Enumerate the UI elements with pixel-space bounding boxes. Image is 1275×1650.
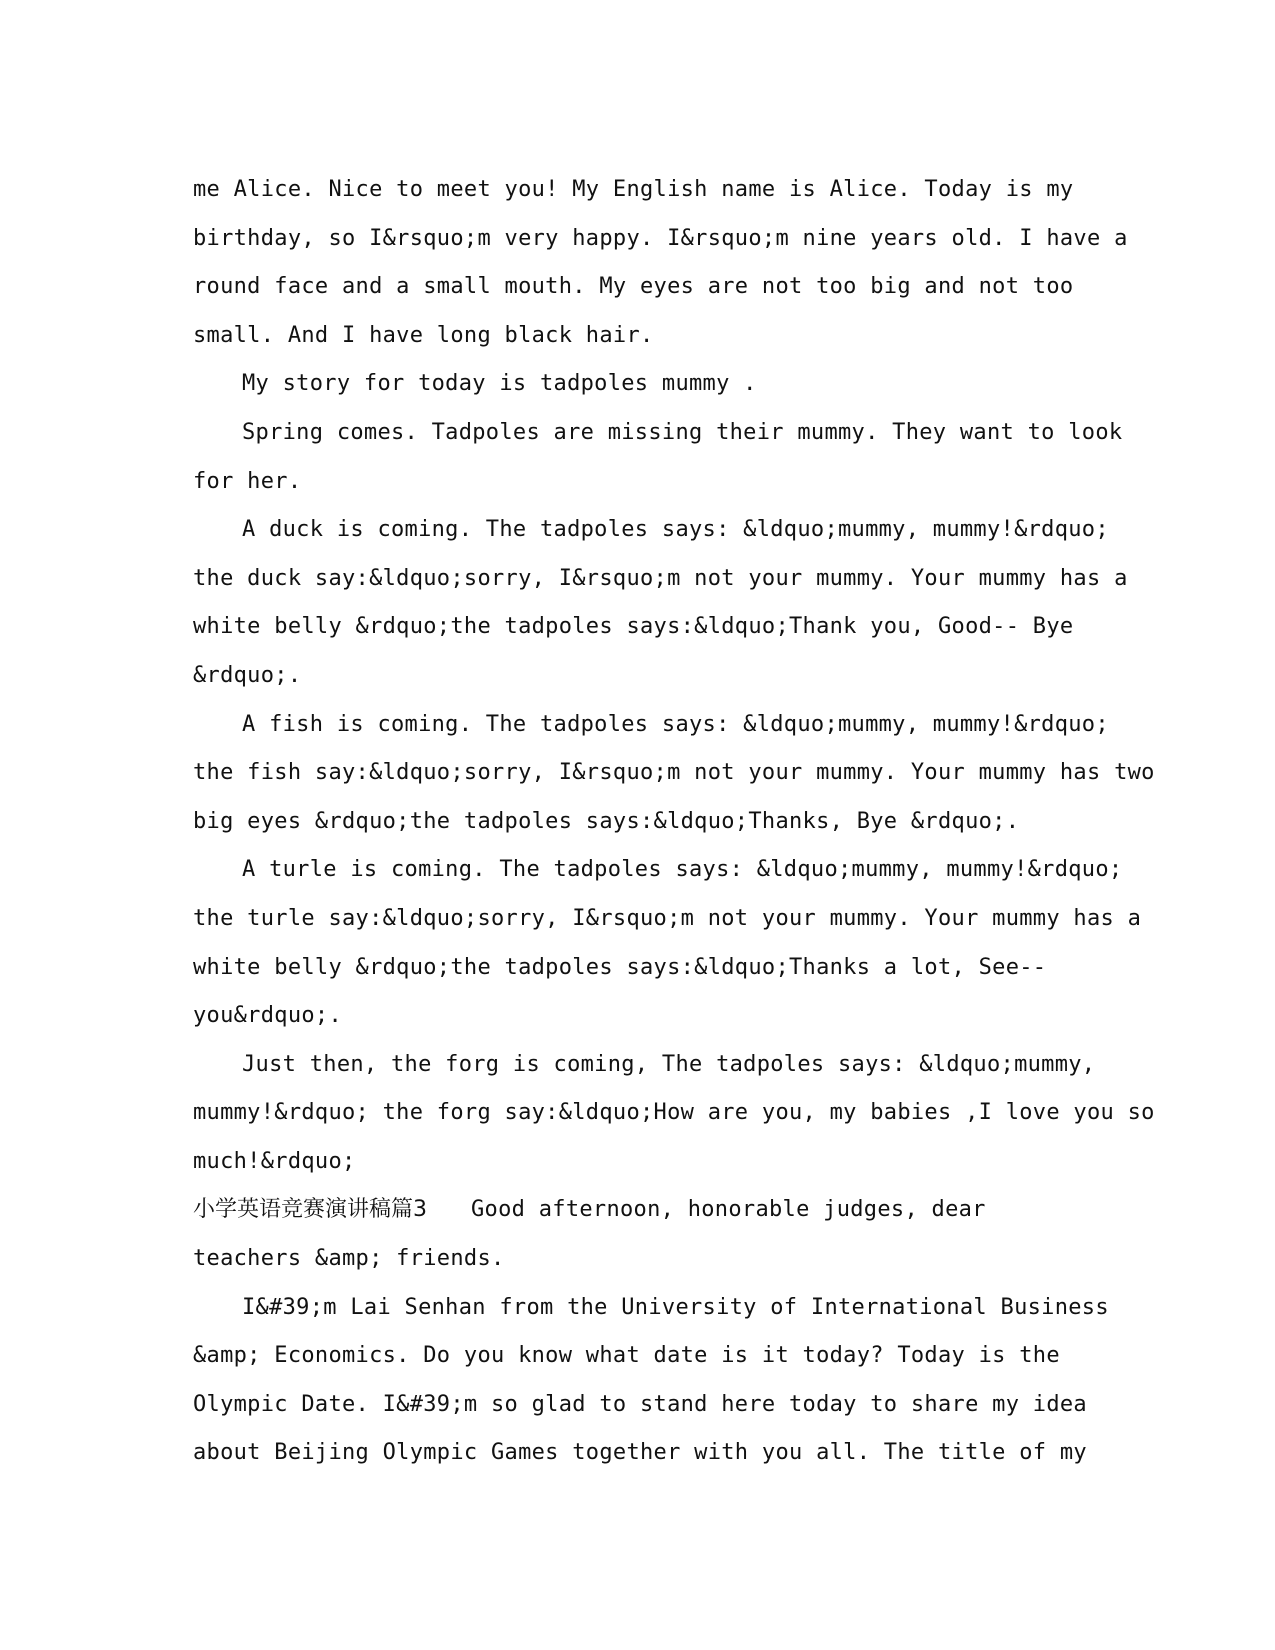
text-line: &amp; Economics. Do you know what date is it today? Today is the bbox=[193, 1343, 1060, 1369]
document-body bbox=[193, 166, 1155, 1478]
text-line: white belly &rdquo;the tadpoles says:&ldquo;Thanks a lot, See-- bbox=[193, 954, 1047, 980]
section-opening-text: Good afternoon, honorable judges, dear bbox=[471, 1197, 986, 1223]
text-line: teachers &amp; friends. bbox=[193, 1246, 505, 1272]
text-line: A fish is coming. The tadpoles says: &ldquo;mummy, mummy!&rdquo; bbox=[242, 711, 1109, 737]
text-line: A duck is coming. The tadpoles says: &ldquo;mummy, mummy!&rdquo; bbox=[242, 517, 1109, 543]
text-line: I&#39;m Lai Senhan from the University of International Business bbox=[242, 1294, 1109, 1320]
section-heading-line bbox=[193, 1186, 1093, 1235]
text-line: you&rdquo;. bbox=[193, 1003, 342, 1029]
text-line: birthday, so I&rsquo;m very happy. I&rsquo;m nine years old. I have a bbox=[193, 225, 1128, 251]
text-line: me Alice. Nice to meet you! My English name is Alice. Today is my bbox=[193, 177, 1074, 202]
text-line: small. And I have long black hair. bbox=[193, 322, 654, 348]
text-line: round face and a small mouth. My eyes are not too big and not too bbox=[193, 274, 1074, 300]
text-line: Olympic Date. I&#39;m so glad to stand here today to share my idea bbox=[193, 1391, 1087, 1417]
text-line: &rdquo;. bbox=[193, 662, 302, 688]
text-line: about Beijing Olympic Games together with you all. The title of my bbox=[193, 1440, 1087, 1466]
text-line: mummy!&rdquo; the forg say:&ldquo;How are you, my babies ,I love you so bbox=[193, 1100, 1155, 1126]
text-line: much!&rdquo; bbox=[193, 1148, 356, 1174]
text-line: Spring comes. Tadpoles are missing their mummy. They want to look bbox=[242, 419, 1123, 445]
text-line: the turle say:&ldquo;sorry, I&rsquo;m not your mummy. Your mummy has a bbox=[193, 905, 1142, 931]
text-line: big eyes &rdquo;the tadpoles says:&ldquo;Thanks, Bye &rdquo;. bbox=[193, 808, 1020, 834]
text-line: the fish say:&ldquo;sorry, I&rsquo;m not your mummy. Your mummy has two bbox=[193, 760, 1155, 786]
text-line: My story for today is tadpoles mummy . bbox=[242, 371, 757, 397]
section-title: 小学英语竞赛演讲稿篇3 bbox=[193, 1197, 427, 1223]
text-line: the duck say:&ldquo;sorry, I&rsquo;m not your mummy. Your mummy has a bbox=[193, 565, 1128, 591]
text-line: for her. bbox=[193, 468, 302, 494]
text-line: Just then, the forg is coming, The tadpoles says: &ldquo;mummy, bbox=[242, 1051, 1096, 1077]
text-line: A turle is coming. The tadpoles says: &ldquo;mummy, mummy!&rdquo; bbox=[242, 857, 1123, 883]
text-line: white belly &rdquo;the tadpoles says:&ldquo;Thank you, Good-- Bye bbox=[193, 614, 1074, 640]
